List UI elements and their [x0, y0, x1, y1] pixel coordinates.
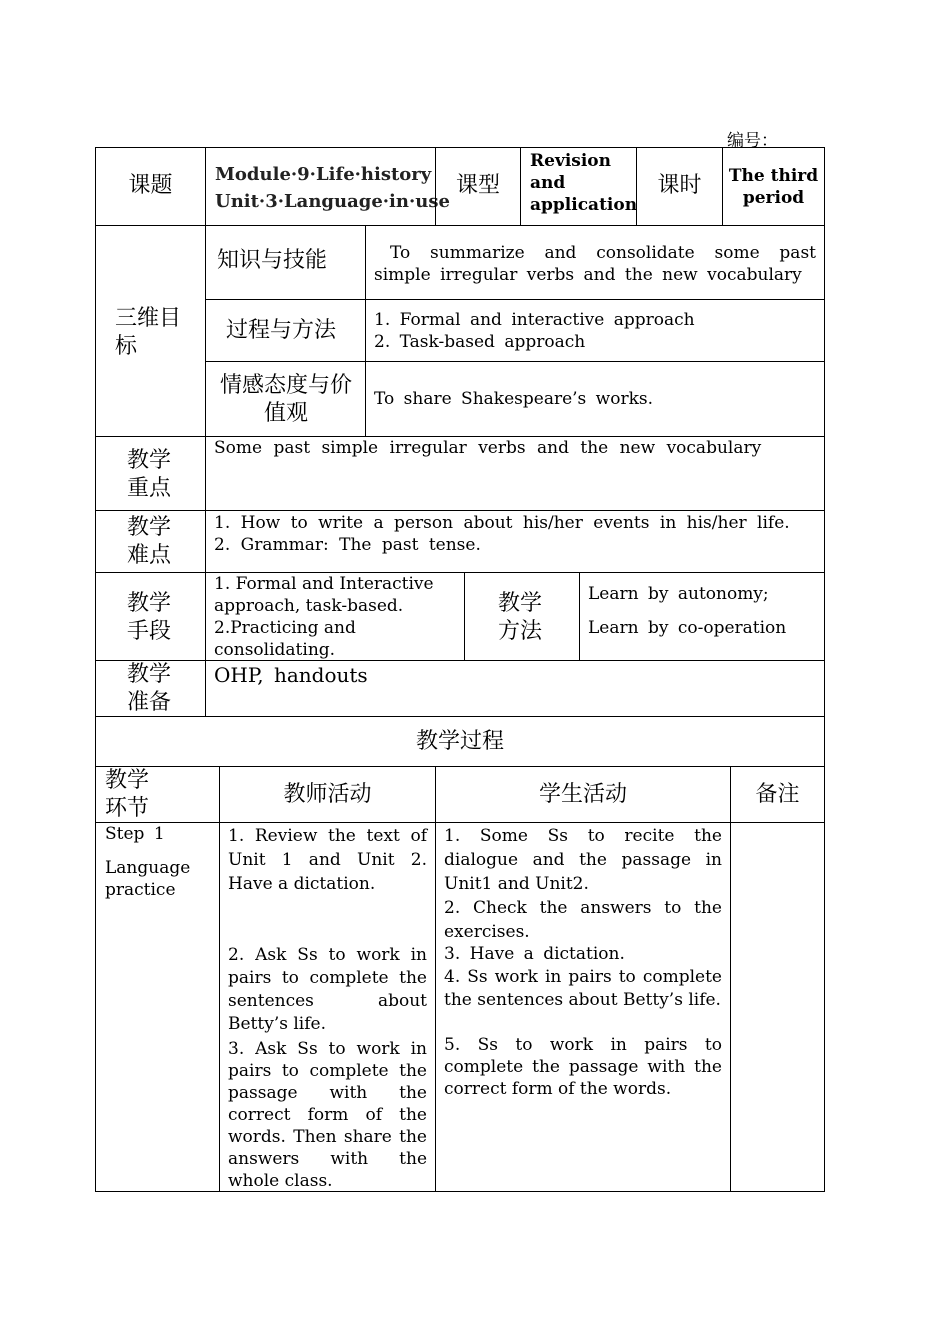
means-label: 教学手段: [127, 591, 172, 644]
stage-header-cell: [95, 766, 220, 823]
type-label: 课型: [455, 173, 500, 198]
student-header: 学生活动: [538, 782, 627, 807]
student-item-5: 5. Ss to work in pairs to complete the passage with the correct form of the words.: [444, 1035, 722, 1099]
process-title-cell: [95, 716, 825, 767]
key-points-value: Some past simple irregular verbs and the new vocabulary: [214, 438, 762, 458]
process-title: 教学过程: [415, 729, 504, 754]
process-label-cell: [205, 299, 366, 362]
student-header-cell: [435, 766, 731, 823]
type-value-cell: [520, 147, 637, 226]
means-label-cell: [95, 572, 206, 661]
notes-cell: [730, 822, 825, 1192]
process-value-cell: [365, 299, 825, 362]
period-value: The third period: [728, 166, 819, 208]
preparation-value-cell: [205, 660, 825, 717]
objectives-label-cell: [95, 225, 206, 437]
difficulties-label-cell: [95, 510, 206, 573]
type-label-cell: [435, 147, 521, 226]
preparation-label-cell: [95, 660, 206, 717]
means-value-cell: [205, 572, 465, 661]
method-item-1: Learn by autonomy;: [588, 584, 769, 604]
knowledge-label-cell: [205, 225, 366, 300]
objectives-label: 三维目标: [115, 306, 182, 359]
emotion-value: To share Shakespeare’s works.: [374, 389, 654, 409]
difficulty-item-2: 2. Grammar: The past tense.: [214, 535, 481, 555]
process-item-1: 1. Formal and interactive approach: [374, 310, 695, 330]
title-label-cell: [95, 147, 206, 226]
method-label: 教学方法: [498, 591, 543, 644]
means-value-line-1: 1. Formal and Interactive approach, task-based.: [214, 574, 434, 616]
step-name: Step 1: [105, 824, 165, 844]
difficulties-label: 教学难点: [127, 515, 172, 568]
period-label: 课时: [657, 173, 702, 198]
knowledge-value-cell: [365, 225, 825, 300]
module-line-1: Module·9·Life·history: [215, 164, 432, 185]
process-item-2: 2. Task-based approach: [374, 332, 586, 352]
emotion-label-cell: [205, 361, 366, 437]
process-label: 过程与方法: [226, 318, 337, 343]
knowledge-value: To summarize and consolidate some past simple irregular verbs and the new vocabulary: [374, 243, 816, 285]
stage-cell: [95, 822, 220, 1192]
number-label: 编号：: [727, 131, 778, 151]
method-item-2: Learn by co-operation: [588, 618, 787, 638]
student-cell: [435, 822, 731, 1192]
step-sub: Language practice: [105, 858, 191, 900]
emotion-label: 情感态度与价值观: [220, 373, 353, 426]
key-points-label-cell: [95, 436, 206, 511]
student-item-2: 2. Check the answers to the exercises.: [444, 898, 722, 942]
knowledge-label: 知识与技能: [217, 248, 328, 273]
period-label-cell: [636, 147, 723, 226]
student-item-1: 1. Some Ss to recite the dialogue and the passage in Unit1 and Unit2.: [444, 826, 722, 894]
student-item-3: 3. Have a dictation.: [444, 944, 625, 964]
difficulties-value-cell: [205, 510, 825, 573]
stage-header: 教学环节: [105, 768, 150, 821]
notes-header-cell: [730, 766, 825, 823]
method-value-cell: [579, 572, 825, 661]
teacher-item-3: 3. Ask Ss to work in pairs to complete the passage with the correct form of the words. Then share the answers with the whole class.: [228, 1039, 427, 1191]
teacher-header: 教师活动: [283, 782, 372, 807]
difficulty-item-1: 1. How to write a person about his/her events in his/her life.: [214, 513, 790, 533]
preparation-label: 教学准备: [127, 662, 172, 715]
teacher-item-2: 2. Ask Ss to work in pairs to complete the sentences about Betty’s life.: [228, 945, 427, 1034]
preparation-value: OHP, handouts: [214, 663, 368, 687]
teacher-item-1: 1. Review the text of Unit 1 and Unit 2. Have a dictation.: [228, 826, 427, 894]
period-value-cell: [722, 147, 825, 226]
emotion-value-cell: [365, 361, 825, 437]
type-value: Revision and application: [530, 151, 638, 215]
module-cell: [205, 147, 450, 226]
means-value-line-2: 2.Practicing and consolidating.: [214, 618, 356, 660]
title-label: 课题: [128, 173, 173, 198]
key-points-value-cell: [205, 436, 825, 511]
teacher-header-cell: [219, 766, 436, 823]
method-label-cell: [464, 572, 580, 661]
notes-header: 备注: [755, 782, 800, 807]
module-line-2: Unit·3·Language·in·use: [215, 191, 450, 212]
teacher-cell: [219, 822, 436, 1192]
student-item-4: 4. Ss work in pairs to complete the sentences about Betty’s life.: [444, 967, 722, 1010]
key-points-label: 教学重点: [127, 448, 172, 501]
